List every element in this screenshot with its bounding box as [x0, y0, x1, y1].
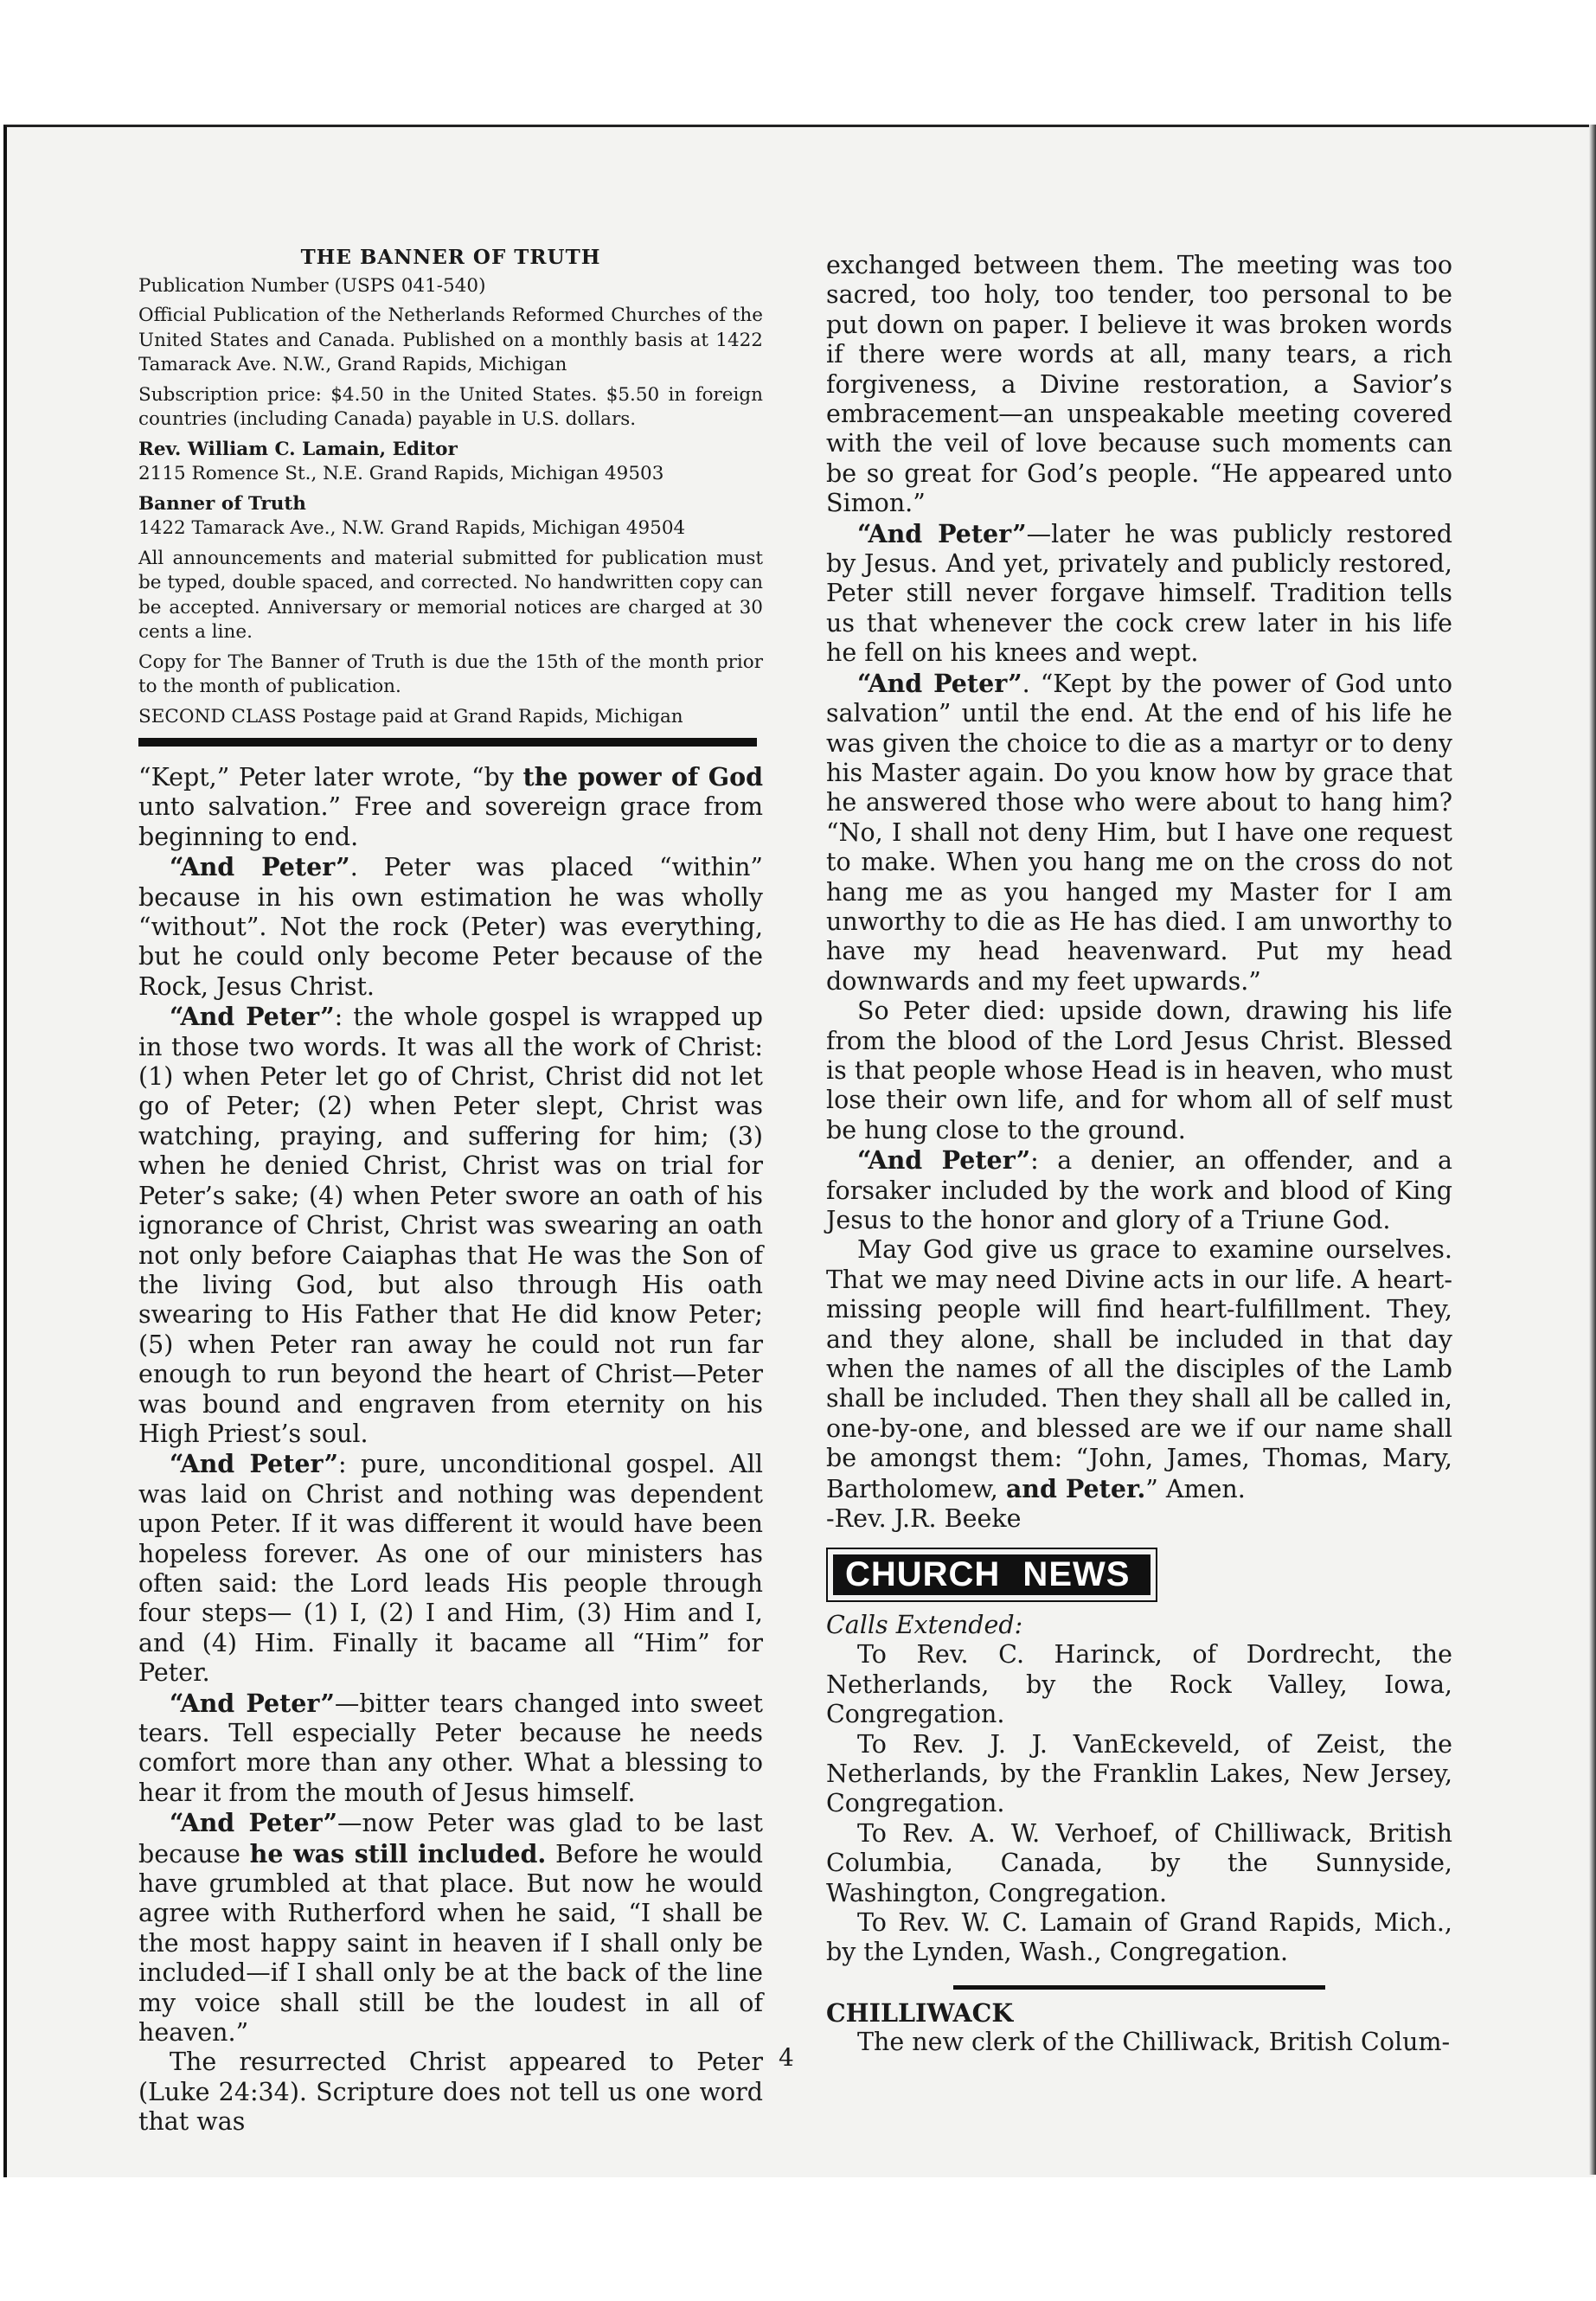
bold-text: “And Peter” — [170, 1002, 335, 1032]
article-paragraph — [826, 251, 1452, 519]
call-item: To Rev. A. W. Verhoef, of Chilliwack, British Columbia, Canada, by the Sunnyside, Washington, Congregation. — [826, 1818, 1452, 1907]
article-left — [138, 762, 763, 2138]
masthead-title: THE BANNER OF TRUTH — [300, 246, 601, 269]
bold-text: “And Peter” — [857, 668, 1022, 698]
text-run: ” Amen. — [1145, 1474, 1246, 1503]
bold-text: “And Peter” — [170, 852, 350, 882]
bold-text: “And Peter” — [857, 518, 1027, 548]
article-paragraph — [138, 1689, 763, 1809]
text-run: —later he was publicly restored by Jesus. And yet, privately and publicly restored, Peter still never forgave himself. Tradition tells us that whenever the cock crew later in his life he fell on his knees and wept. — [826, 519, 1453, 668]
chilliwack-heading: CHILLIWACK — [826, 1997, 1014, 2028]
torn-edge — [1589, 125, 1596, 2175]
text-run: So Peter died: upside down, drawing his life from the blood of the Lord Jesus Christ. Blessed is that people whose Head is in heaven, who must lose their own life, and for whom all of self must be hung close to the ground. — [826, 997, 1452, 1144]
article-paragraph — [826, 669, 1452, 997]
article-paragraph — [138, 762, 763, 852]
subscription-price: Subscription price: $4.50 in the United States. $5.50 in foreign countries (including Canada) payable in U.S. dollars. — [138, 383, 763, 430]
right-column — [826, 251, 1452, 2058]
copy-due-note: Copy for The Banner of Truth is due the 15th of the month prior to the month of publication. — [138, 651, 763, 697]
text-run: unto salvation.” Free and sovereign grace from beginning to end. — [138, 792, 763, 851]
calls-extended-label: Calls Extended: — [826, 1610, 1023, 1639]
article-paragraph — [826, 1235, 1452, 1504]
church-news-title: CHURCH NEWS — [833, 1554, 1151, 1594]
article-paragraph — [138, 1002, 763, 1449]
bold-text: “And Peter” — [170, 1808, 338, 1838]
text-run: . “Kept by the power of God unto salvation” until the end. At the end of his life he was given the choice to die as a martyr or to deny his Master again. Do you know how by grace that he answered those who were about to hang him? “No, I shall not deny Him, but I have one request to make. When you hang me on the cross do not hang me as you hanged my Master for I am unworthy to die as He has died. I am unworthy to have my head heavenward. Put my head downwards and my feet upwards.” — [826, 669, 1452, 996]
masthead — [138, 246, 763, 729]
article-paragraph — [138, 852, 763, 1002]
bold-text: “And Peter” — [170, 1688, 335, 1718]
editor-name: Rev. William C. Lamain, Editor — [138, 438, 458, 460]
divider-bar — [138, 738, 757, 747]
article-paragraph — [826, 1145, 1452, 1235]
editor-address: 2115 Romence St., N.E. Grand Rapids, Michigan 49503 — [138, 463, 664, 484]
bold-text: and Peter. — [1005, 1473, 1146, 1503]
bold-text: he was still included. — [249, 1838, 547, 1868]
article-paragraph — [826, 519, 1452, 669]
postage-note: SECOND CLASS Postage paid at Grand Rapids, Michigan — [138, 705, 683, 727]
article-right — [826, 251, 1452, 1504]
page-number: 4 — [779, 2043, 794, 2072]
text-run: : pure, unconditional gospel. All was laid on Christ and nothing was dependent upon Peter. If it was different it would have been hopeless forever. As one of our ministers has often said: the Lord leads His people through four steps— (1) I, (2) I and Him, (3) Him and I, and (4) Him. Finally it bacame all “Him” for Peter. — [138, 1450, 763, 1688]
office-name: Banner of Truth — [138, 492, 306, 515]
text-run: May God give us grace to examine ourselves. That we may need Divine acts in our life. A heart-missing people will find heart-fulfillment. They, and they alone, shall be included in that day when the names of all the disciples of the Lamb shall be included. Then they shall all be called in, one-by-one, and blessed are we if our name shall be amongst them: “John, James, Thomas, Mary, Bartholomew, — [826, 1235, 1452, 1503]
call-item: To Rev. W. C. Lamain of Grand Rapids, Mich., by the Lynden, Wash., Congregation. — [826, 1907, 1452, 1967]
left-column — [138, 246, 763, 2138]
church-news-banner — [826, 1548, 1157, 1601]
announcements-note: All announcements and material submitted for publication must be typed, double spaced, and corrected. No handwritten copy can be accepted. Anniversary or memorial notices are charged at 30 cents a line. — [138, 547, 763, 643]
article-paragraph — [138, 1449, 763, 1688]
bold-text: “And Peter” — [857, 1145, 1031, 1176]
text-run: —bitter tears changed into sweet tears. Tell especially Peter because he needs comfort more than any other. What a blessing to hear it from the mouth of Jesus himself. — [138, 1689, 763, 1807]
office-address: 1422 Tamarack Ave., N.W. Grand Rapids, Michigan 49504 — [138, 517, 686, 539]
text-run: exchanged between them. The meeting was too sacred, too holy, too tender, too personal to be put down on paper. I believe it was broken words if there were words at all, many tears, a rich forgiveness, a Divine restoration, a Savior’s embracement—an unspeakable meeting covered with the veil of love because such moments can be so great for God’s people. “He appeared unto Simon.” — [826, 251, 1452, 518]
text-run: . Peter was placed “within” because in his own estimation he was wholly “without”. Not the rock (Peter) was everything, but he could only become Peter because of the Rock, Jesus Christ. — [138, 853, 763, 1001]
article-paragraph — [826, 997, 1452, 1145]
section-rule — [953, 1985, 1325, 1990]
text-run: —now Peter was glad to be last because — [138, 1809, 763, 1868]
text-run: Before he would have grumbled at that place. But now he would agree with Rutherford when he said, “I shall be the most happy saint in heaven if I shall only be included—if I shall only be at the back of the line my voice shall still be the loudest in all of heaven.” — [138, 1839, 763, 2048]
chilliwack-text: The new clerk of the Chilliwack, British Colum- — [857, 2028, 1451, 2057]
article-paragraph — [138, 1808, 763, 2048]
text-run: : the whole gospel is wrapped up in those two words. It was all the work of Christ: (1) when Peter let go of Christ, Christ did not let go of Peter; (2) when Peter slept, Christ was watching, praying, and suffering for him; (3) when he denied Christ, Christ was on trial for Peter’s sake; (4) when Peter swore an oath of his ignorance of Christ, Christ was swearing an oath not only before Caiaphas that He was the Son of the living God, but also through His oath swearing to His Father that He did know Peter; (5) when Peter ran away he could not run far enough to run beyond the heart of Christ—Peter was bound and engraven from eternity on his High Priest’s soul. — [138, 1003, 763, 1448]
call-item: To Rev. C. Harinck, of Dordrecht, the Netherlands, by the Rock Valley, Iowa, Congregation. — [826, 1640, 1452, 1729]
pub-number: Publication Number (USPS 041-540) — [138, 274, 486, 297]
bold-text: “And Peter” — [170, 1449, 338, 1479]
call-item: To Rev. J. J. VanEckeveld, of Zeist, the Netherlands, by the Franklin Lakes, New Jersey, Congregation. — [826, 1729, 1452, 1818]
text-run: : a denier, an offender, and a forsaker included by the work and blood of King Jesus to the honor and glory of a Triune God. — [826, 1146, 1453, 1234]
author-signature: -Rev. J.R. Beeke — [826, 1504, 1022, 1534]
official-publication: Official Publication of the Netherlands Reformed Churches of the United States and Canada. Published on a monthly basis at 1422 Tamarack Ave. N.W., Grand Rapids, Michigan — [138, 304, 763, 375]
text-run: The resurrected Christ appeared to Peter (Luke 24:34). Scripture does not tell us one word that was — [138, 2048, 763, 2137]
article-paragraph — [138, 2048, 763, 2137]
bold-text: the power of God — [522, 762, 764, 792]
text-run: “Kept,” Peter later wrote, “by — [138, 763, 523, 792]
